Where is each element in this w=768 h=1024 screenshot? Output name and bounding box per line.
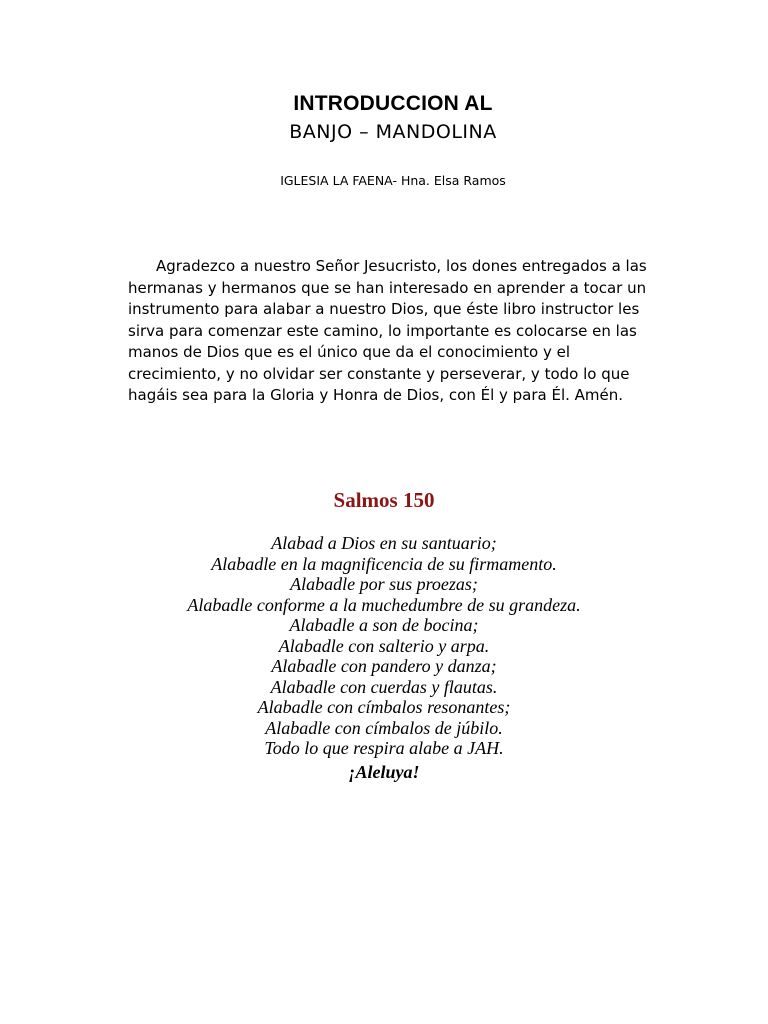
psalm-verse: Alabadle conforme a la muchedumbre de su grandeza. bbox=[187, 594, 581, 615]
psalm-verse: Alabadle con cuerdas y flautas. bbox=[270, 676, 498, 697]
psalm-verse: Alabadle a son de bocina; bbox=[289, 615, 479, 635]
psalm-verse: Todo lo que respira alabe a JAH. bbox=[264, 738, 504, 758]
document-title: INTRODUCCION AL bbox=[293, 92, 493, 115]
psalm-verse: Alabadle en la magnificencia de su firmamento. bbox=[211, 553, 557, 574]
psalm-verse: Alabadle por sus proezas; bbox=[290, 574, 478, 594]
psalm-verse: Alabadle con salterio y arpa. bbox=[278, 635, 490, 656]
document-subtitle: BANJO – MANDOLINA bbox=[289, 121, 497, 143]
church-author-line: IGLESIA LA FAENA- Hna. Elsa Ramos bbox=[280, 173, 506, 188]
psalm-verse: Alabadle con címbalos resonantes; bbox=[257, 697, 511, 717]
psalm-verse: Alabadle con címbalos de júbilo. bbox=[265, 717, 503, 738]
psalm-verse: Alabadle con pandero y danza; bbox=[271, 656, 497, 676]
psalm-verses bbox=[0, 533, 768, 759]
psalm-title: Salmos 150 bbox=[333, 488, 435, 512]
psalm-verse: Alabad a Dios en su santuario; bbox=[271, 533, 497, 553]
intro-paragraph: Agradezco a nuestro Señor Jesucristo, los dones entregados a las hermanas y hermanos que se han interesado en aprender a tocar un instrumento para alabar a nuestro Dios, que éste libro instructor les sirva para comenzar este camino, lo importante es colocarse en las manos de Dios que es el único que da el conocimiento y el crecimiento, y no olvidar ser constante y perseverar, y todo lo que hagáis sea para la Gloria y Honra de Dios, con Él y para Él. Amén. bbox=[128, 257, 647, 404]
psalm-closing: ¡Aleluya! bbox=[348, 762, 420, 782]
